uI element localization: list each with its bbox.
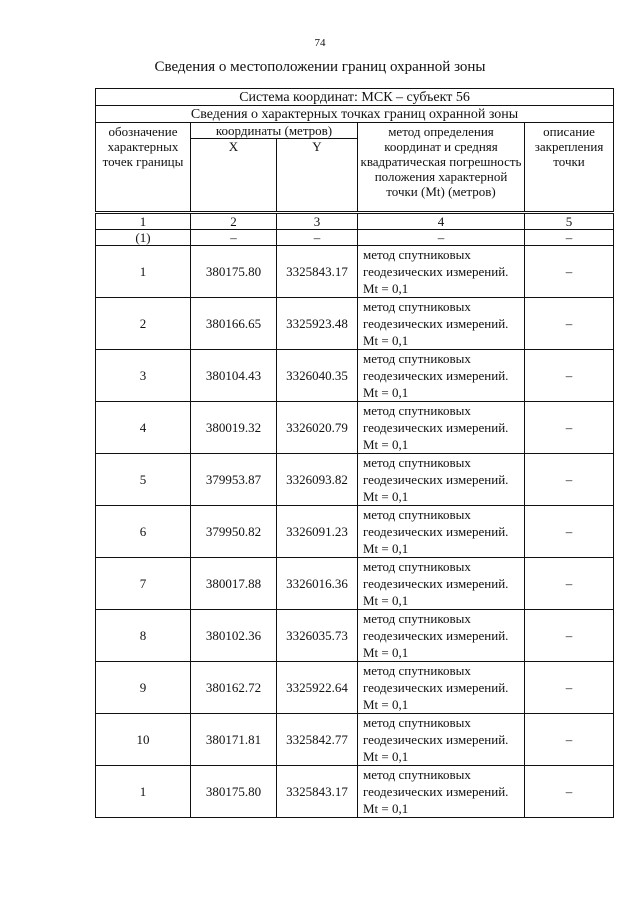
y-value: 3326016.36 — [277, 558, 358, 610]
coordinate-system-row: Система координат: МСК – субъект 56 — [96, 89, 614, 106]
x-value: 380162.72 — [191, 662, 277, 714]
column-number-2: 2 — [191, 213, 277, 230]
column-number-3: 3 — [277, 213, 358, 230]
method-value: метод спутниковых геодезических измерений. Mt = 0,1 — [358, 246, 525, 298]
method-value: метод спутниковых геодезических измерений. Mt = 0,1 — [358, 454, 525, 506]
method-value: метод спутниковых геодезических измерений. Mt = 0,1 — [358, 766, 525, 818]
page-number: 74 — [314, 37, 326, 49]
y-value: 3326040.35 — [277, 350, 358, 402]
method-value: метод спутниковых геодезических измерений. Mt = 0,1 — [358, 298, 525, 350]
header-designation: обозначение характерных точек границы — [96, 123, 191, 213]
description-value: – — [525, 230, 614, 246]
description-value: – — [525, 506, 614, 558]
header-coordinates: координаты (метров) — [191, 123, 358, 139]
x-value: 380175.80 — [191, 766, 277, 818]
page-title: Сведения о местоположении границ охранной зоны — [154, 59, 486, 75]
y-value: 3326093.82 — [277, 454, 358, 506]
x-value: 380019.32 — [191, 402, 277, 454]
y-value: 3325922.64 — [277, 662, 358, 714]
table-row — [96, 610, 614, 662]
y-value: 3326035.73 — [277, 610, 358, 662]
method-value: – — [358, 230, 525, 246]
point-label: 3 — [96, 350, 191, 402]
table-row — [96, 246, 614, 298]
point-label: 10 — [96, 714, 191, 766]
description-value: – — [525, 246, 614, 298]
table-row — [96, 662, 614, 714]
point-label: 4 — [96, 402, 191, 454]
point-label: 8 — [96, 610, 191, 662]
x-value: 380171.81 — [191, 714, 277, 766]
method-value: метод спутниковых геодезических измерений. Mt = 0,1 — [358, 662, 525, 714]
y-value: 3325923.48 — [277, 298, 358, 350]
x-value: 380166.65 — [191, 298, 277, 350]
y-value: 3325843.17 — [277, 246, 358, 298]
table-row — [96, 766, 614, 818]
column-number-1: 1 — [96, 213, 191, 230]
column-number-4: 4 — [358, 213, 525, 230]
description-value: – — [525, 558, 614, 610]
x-value: 380102.36 — [191, 610, 277, 662]
point-label: 1 — [96, 766, 191, 818]
table-row — [96, 506, 614, 558]
description-value: – — [525, 714, 614, 766]
x-value: – — [191, 230, 277, 246]
description-value: – — [525, 610, 614, 662]
points-info-row: Сведения о характерных точках границ охранной зоны — [96, 106, 614, 123]
x-value: 380104.43 — [191, 350, 277, 402]
description-value: – — [525, 454, 614, 506]
header-x: X — [191, 139, 277, 213]
table-row — [96, 402, 614, 454]
description-value: – — [525, 766, 614, 818]
method-value: метод спутниковых геодезических измерений. Mt = 0,1 — [358, 714, 525, 766]
description-value: – — [525, 402, 614, 454]
description-value: – — [525, 662, 614, 714]
y-value: 3325843.17 — [277, 766, 358, 818]
table-row — [96, 298, 614, 350]
y-value: 3325842.77 — [277, 714, 358, 766]
method-value: метод спутниковых геодезических измерений. Mt = 0,1 — [358, 610, 525, 662]
y-value: – — [277, 230, 358, 246]
header-description: описание закрепления точки — [525, 123, 614, 213]
boundary-points-table — [95, 88, 614, 818]
table-row — [96, 558, 614, 610]
x-value: 379950.82 — [191, 506, 277, 558]
header-y: Y — [277, 139, 358, 213]
table-row — [96, 454, 614, 506]
column-number-5: 5 — [525, 213, 614, 230]
y-value: 3326020.79 — [277, 402, 358, 454]
table-row — [96, 230, 614, 246]
x-value: 379953.87 — [191, 454, 277, 506]
point-label: 5 — [96, 454, 191, 506]
table-row — [96, 350, 614, 402]
method-value: метод спутниковых геодезических измерений. Mt = 0,1 — [358, 402, 525, 454]
x-value: 380017.88 — [191, 558, 277, 610]
method-value: метод спутниковых геодезических измерений. Mt = 0,1 — [358, 506, 525, 558]
point-label: 7 — [96, 558, 191, 610]
y-value: 3326091.23 — [277, 506, 358, 558]
method-value: метод спутниковых геодезических измерений. Mt = 0,1 — [358, 558, 525, 610]
point-label: 1 — [96, 246, 191, 298]
method-value: метод спутниковых геодезических измерений. Mt = 0,1 — [358, 350, 525, 402]
header-method: метод определения координат и средняя квадратическая погрешность положения характерной точки (Mt) (метров) — [358, 123, 525, 213]
x-value: 380175.80 — [191, 246, 277, 298]
point-label: 2 — [96, 298, 191, 350]
point-label: (1) — [96, 230, 191, 246]
description-value: – — [525, 350, 614, 402]
table-row — [96, 714, 614, 766]
point-label: 9 — [96, 662, 191, 714]
point-label: 6 — [96, 506, 191, 558]
description-value: – — [525, 298, 614, 350]
